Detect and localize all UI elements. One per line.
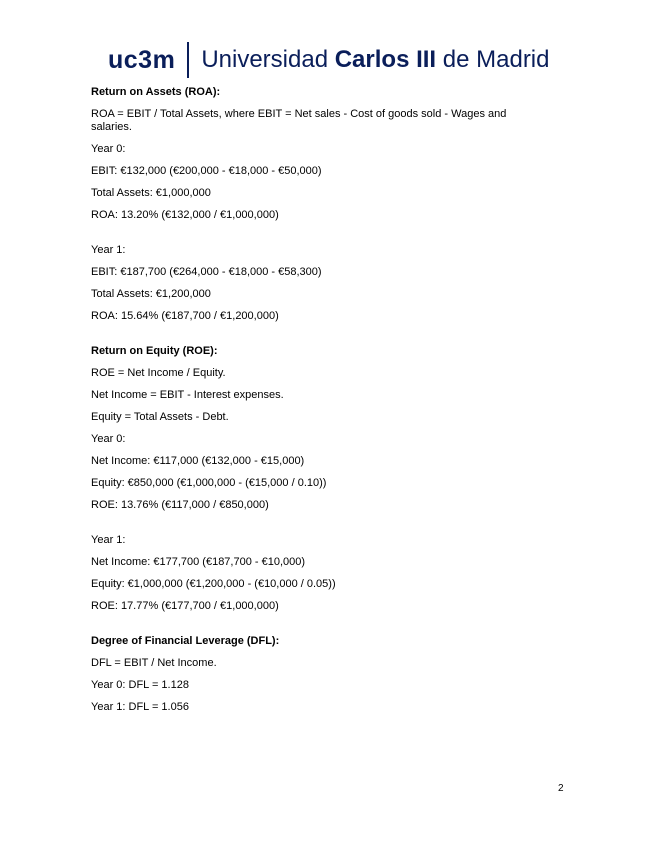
roe-year1-roe: ROE: 17.77% (€177,700 / €1,000,000) xyxy=(91,600,279,612)
roa-year0-assets: Total Assets: €1,000,000 xyxy=(91,187,211,199)
roa-year1-label: Year 1: xyxy=(91,244,126,256)
dfl-definition: DFL = EBIT / Net Income. xyxy=(91,657,217,669)
roa-year1-assets: Total Assets: €1,200,000 xyxy=(91,288,211,300)
roe-year0-net-income: Net Income: €117,000 (€132,000 - €15,000) xyxy=(91,455,305,467)
roe-year1-label: Year 1: xyxy=(91,534,126,546)
roa-year1-ebit: EBIT: €187,700 (€264,000 - €18,000 - €58,300) xyxy=(91,266,322,278)
net-income-definition: Net Income = EBIT - Interest expenses. xyxy=(91,389,284,401)
university-logo xyxy=(108,41,550,79)
logo-name-part1: Universidad xyxy=(201,46,329,73)
spacer xyxy=(91,622,531,635)
roa-heading: Return on Assets (ROA): xyxy=(91,86,221,98)
equity-definition: Equity = Total Assets - Debt. xyxy=(91,411,229,423)
roe-year1-net-income: Net Income: €177,700 (€187,700 - €10,000) xyxy=(91,556,306,568)
logo-university-name xyxy=(201,46,549,74)
dfl-heading: Degree of Financial Leverage (DFL): xyxy=(91,635,280,647)
document-body xyxy=(91,86,531,723)
logo-uc3m: uc3m xyxy=(108,45,176,74)
page-number: 2 xyxy=(558,783,564,794)
roe-year0-equity: Equity: €850,000 (€1,000,000 - (€15,000 / 0.10)) xyxy=(91,477,327,489)
roe-year1-equity: Equity: €1,000,000 (€1,200,000 - (€10,000 / 0.05)) xyxy=(91,578,336,590)
dfl-year0: Year 0: DFL = 1.128 xyxy=(91,679,189,691)
roe-year0-label: Year 0: xyxy=(91,433,126,445)
spacer xyxy=(91,231,531,244)
logo-divider xyxy=(187,42,189,78)
roa-year0-roa: ROA: 13.20% (€132,000 / €1,000,000) xyxy=(91,209,279,221)
roe-heading: Return on Equity (ROE): xyxy=(91,345,218,357)
roe-definition: ROE = Net Income / Equity. xyxy=(91,367,226,379)
roa-year1-roa: ROA: 15.64% (€187,700 / €1,200,000) xyxy=(91,310,279,322)
spacer xyxy=(91,521,531,534)
roa-year0-ebit: EBIT: €132,000 (€200,000 - €18,000 - €50,000) xyxy=(91,165,322,177)
roe-year0-roe: ROE: 13.76% (€117,000 / €850,000) xyxy=(91,499,269,511)
roa-definition: ROA = EBIT / Total Assets, where EBIT = Net sales - Cost of goods sold - Wages and salaries. xyxy=(91,108,507,133)
logo-name-bold: Carlos III xyxy=(334,46,437,73)
roa-year0-label: Year 0: xyxy=(91,143,126,155)
dfl-year1: Year 1: DFL = 1.056 xyxy=(91,701,189,713)
logo-name-part2: de Madrid xyxy=(442,46,550,73)
spacer xyxy=(91,332,531,345)
